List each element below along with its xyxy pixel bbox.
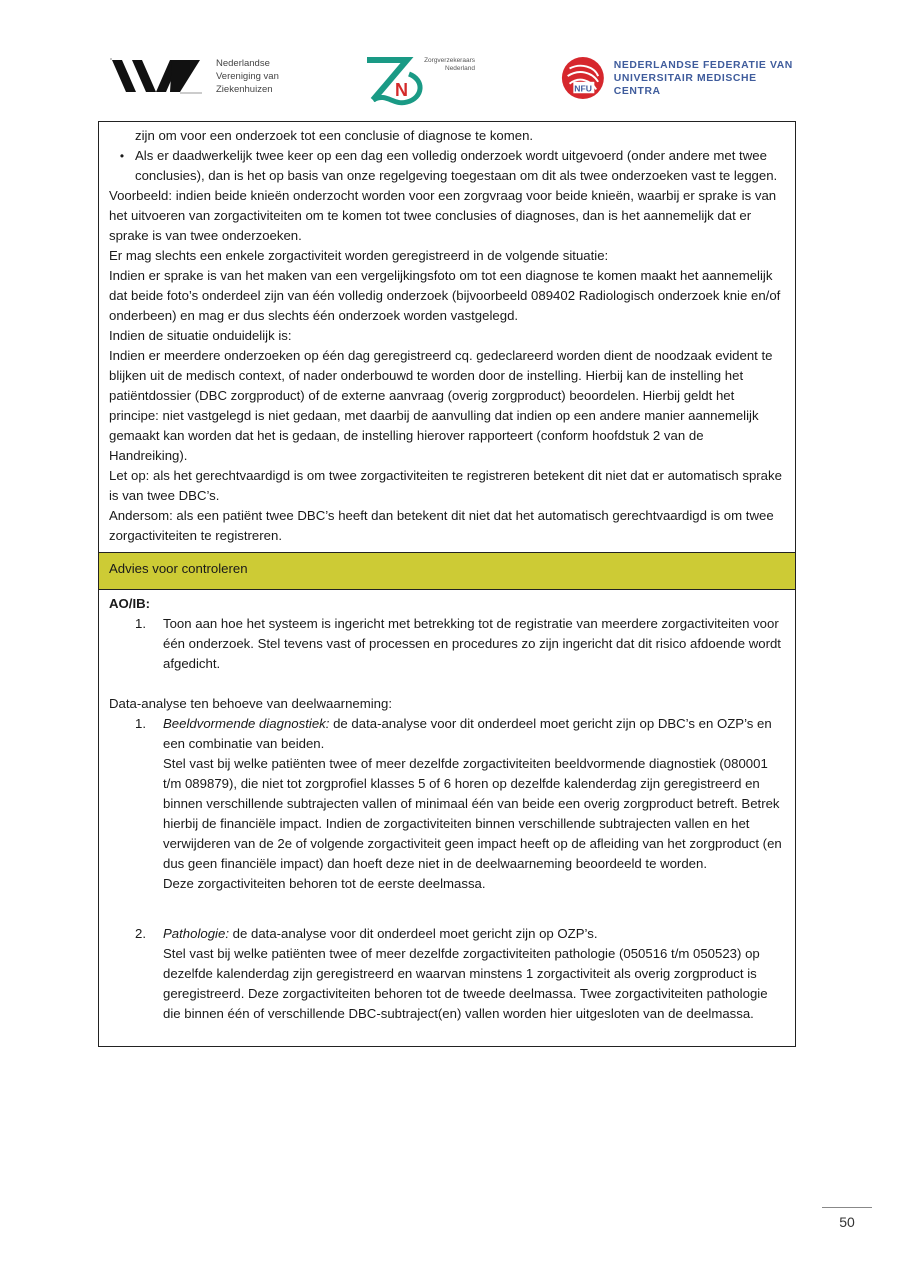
data-item-imaging bbox=[109, 714, 785, 894]
advice-cell bbox=[99, 590, 795, 1046]
aoib-item bbox=[109, 614, 785, 674]
nfu-line-2: UNIVERSITAIR MEDISCHE CENTRA bbox=[613, 72, 757, 97]
conversely-paragraph: Andersom: als een patiënt twee DBC’s heeft dan betekent dit niet dat het automatisch gerechtvaardigd is om twee zorgactiviteiten te registreren. bbox=[109, 508, 774, 543]
note-paragraph: Let op: als het gerechtvaardigd is om twee zorgactiviteiten te registreren betekent dit niet dat er automatisch sprake is van twee DBC’s. bbox=[109, 468, 782, 503]
svg-text:NFU: NFU bbox=[574, 83, 592, 94]
example-paragraph: Voorbeeld: indien beide knieën onderzocht worden voor een zorgvraag voor beide knieën, waarbij er sprake is van het uitvoeren van zorgactiviteiten om te komen tot twee conclusies of diagnoses, dan is het aannemelijk dat er sprake is van twee onderzoeken. bbox=[109, 188, 777, 243]
unclear-heading: Indien de situatie onduidelijk is: bbox=[109, 328, 292, 343]
bullet-icon: • bbox=[119, 149, 125, 163]
section-heading: Advies voor controleren bbox=[109, 561, 248, 576]
explanation-cell bbox=[99, 122, 795, 552]
nvz-logo bbox=[110, 56, 279, 96]
data-item-pathology bbox=[109, 924, 785, 1024]
svg-text:N: N bbox=[395, 80, 408, 100]
nfu-line-1: NEDERLANDSE FEDERATIE VAN bbox=[613, 59, 793, 71]
section-heading-band bbox=[99, 552, 795, 590]
continued-line: zijn om voor een onderzoek tot een conclusie of diagnose te komen. bbox=[135, 128, 534, 143]
imaging-intro-text: de data-analyse voor dit onderdeel moet gericht zijn op DBC’s en OZP’s en een combinatie van beiden. bbox=[163, 716, 772, 751]
zn-line-1: Zorgverzekeraars bbox=[424, 57, 475, 64]
item-number: 2. bbox=[135, 926, 146, 941]
pathology-label: Pathologie: bbox=[163, 926, 229, 941]
page-number: 50 bbox=[839, 1214, 855, 1230]
single-activity-heading: Er mag slechts een enkele zorgactiviteit worden geregistreerd in de volgende situatie: bbox=[109, 248, 609, 263]
nvz-mark-icon bbox=[110, 56, 202, 96]
item-number: 1. bbox=[135, 716, 146, 731]
unclear-text: Indien er meerdere onderzoeken op één dag geregistreerd cq. gedeclareerd worden dient de noodzaak evident te blijken uit de medisch context, of nader onderbouwd te worden door de instelling. Hierbij kan de instelling het patiëntdossier (DBC zorgproduct) of de externe aanvraag (overig zorgproduct) beoordelen. Hierbij geldt het principe: niet vastgelegd is niet gedaan, met daarbij de aanvulling dat indien op een andere manier aannemelijk gemaakt kan worden dat het is gedaan, de instelling hierover rapporteert (conform hoofdstuk 2 van de Handreiking). bbox=[109, 348, 773, 463]
pathology-intro bbox=[163, 924, 785, 944]
nvz-line-3: Ziekenhuizen bbox=[216, 83, 273, 95]
nvz-line-2: Vereniging van bbox=[216, 70, 279, 82]
imaging-intro bbox=[163, 714, 785, 754]
single-activity-text: Indien er sprake is van het maken van een vergelijkingsfoto om tot een diagnose te komen maakt het aannemelijk dat beide foto’s onderdeel zijn van één volledig onderzoek (bijvoorbeeld 089402 Radiologisch onderzoek knie en/of onderbeen) en mag er dus slechts één onderzoek worden vastgelegd. bbox=[109, 268, 781, 323]
aoib-heading: AO/IB: bbox=[109, 596, 151, 611]
zn-logo bbox=[363, 52, 483, 108]
imaging-closing: Deze zorgactiviteiten behoren tot de eerste deelmassa. bbox=[163, 876, 486, 891]
nfu-logo-text bbox=[614, 59, 798, 98]
nvz-line-1: Nederlandse bbox=[216, 57, 270, 69]
data-analysis-heading: Data-analyse ten behoeve van deelwaarneming: bbox=[109, 696, 392, 711]
aoib-item-text: Toon aan hoe het systeem is ingericht met betrekking tot de registratie van meerdere zorgactiviteiten voor één onderzoek. Stel tevens vast of processen en procedures zo zijn ingericht dat dit risico afdoende wordt afgedicht. bbox=[163, 616, 781, 671]
bullet-text: Als er daadwerkelijk twee keer op een dag een volledig onderzoek wordt uitgevoerd (onder andere met twee conclusies), dan is het op basis van onze regelgeving toegestaan om dit als twee onderzoeken vast te leggen. bbox=[135, 148, 778, 183]
pathology-body: Stel vast bij welke patiënten twee of meer dezelfde zorgactiviteiten pathologie (050516 t/m 050523) op dezelfde kalenderdag zijn geregistreerd en waarvan minstens 1 zorgactiviteit als overig zorgproduct is geregistreerd. Deze zorgactiviteiten behoren tot de tweede deelmassa. Twee zorgactiviteiten pathologie die binnen één of verschillende DBC-subtraject(en) vallen worden hier uitgesloten van de deelmassa. bbox=[163, 946, 768, 1021]
bullet-item bbox=[109, 146, 785, 186]
nvz-logo-text bbox=[216, 57, 279, 96]
zn-logo-text bbox=[413, 57, 475, 73]
zn-line-2: Nederland bbox=[445, 65, 475, 72]
page-header bbox=[108, 52, 798, 112]
imaging-body: Stel vast bij welke patiënten twee of meer dezelfde zorgactiviteiten beeldvormende diagnostiek (080001 t/m 089879), die niet tot zorgprofiel klasses 5 of 6 horen op dezelfde kalenderdag zijn geregistreerd en binnen verschillende subtrajecten vallen of minimaal één van beide een overig zorgproduct betreft. Betrek hierbij de financiële impact. Indien de zorgactiviteiten binnen verschillende subtrajecten vallen en het verwijderen van de 2e of volgende zorgactiviteit geen impact heeft op de afleiding van het zorgproduct (en dus geen financiële impact) dan hoeft deze niet in de deelwaarneming beoordeeld te worden. bbox=[163, 756, 782, 871]
pathology-intro-text: de data-analyse voor dit onderdeel moet gericht zijn op OZP’s. bbox=[229, 926, 598, 941]
imaging-label: Beeldvormende diagnostiek: bbox=[163, 716, 330, 731]
content-table bbox=[98, 121, 796, 1047]
nfu-mark-icon bbox=[560, 54, 606, 102]
footer-divider bbox=[822, 1207, 872, 1208]
item-number: 1. bbox=[135, 616, 146, 631]
nfu-logo bbox=[560, 54, 798, 102]
